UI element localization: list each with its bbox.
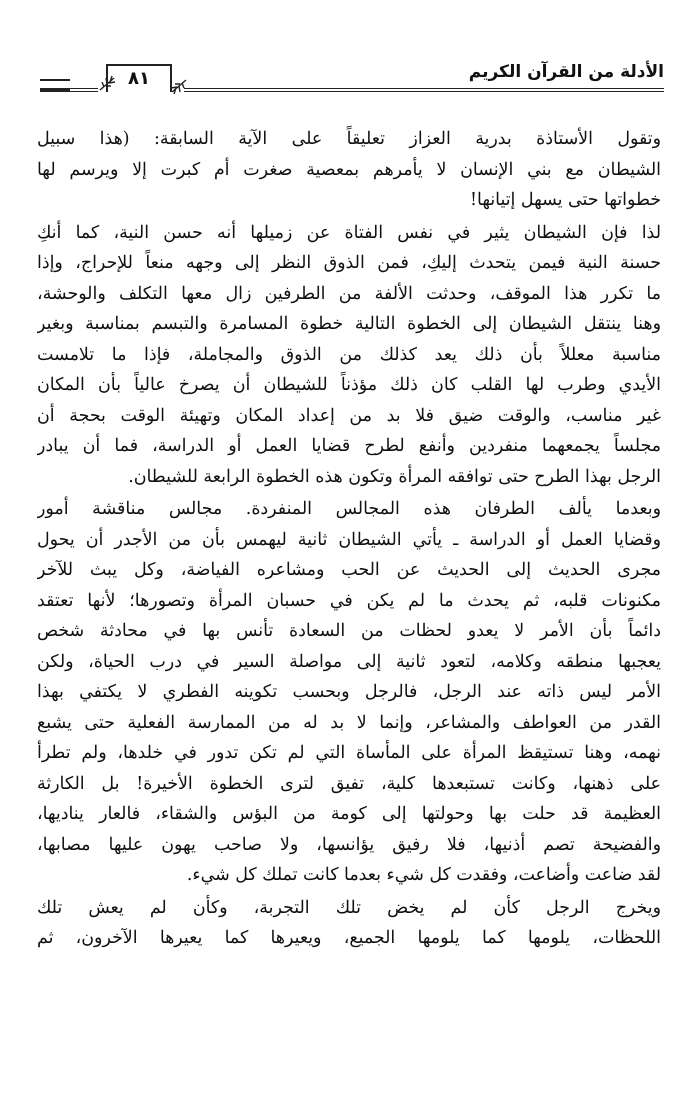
paragraph	[37, 124, 661, 216]
text-line: الأيدي وطرب لها القلب كان ذلك مؤذناً للشيطان أن يصرخ عالياً بأن المكان	[37, 375, 661, 395]
text-line: وتقول الأستاذة بدرية العزاز تعليقاً على الآية السابقة: (هذا سبيل	[37, 129, 661, 149]
text-line: الأمر ليس ذاته عند الرجل، فالرجل وبحسب تكوينه الفطري لا يكتفي بهذا	[37, 682, 661, 702]
text-line: مجرى الحديث إلى الحديث عن الحب ومشاعره الفياضة، وكل يبث للآخر	[37, 560, 661, 580]
text-line: وهنا ينتقل الشيطان إلى الخطوة التالية خطوة المسامرة والتبسم بمناسبة وبغير	[37, 314, 661, 334]
text-line: اللحظات، يلومها كما يلومها الجميع، ويعيرها كما يعيرها الآخرون، ثم	[37, 928, 661, 948]
paragraph	[37, 218, 661, 493]
text-line: ما تكرر هذا الموقف، وحدثت الألفة من الطرفين زال معها التكلف والوحشة،	[37, 283, 661, 304]
page-number-box	[98, 64, 184, 92]
text-line: يعجبها منطقه وكلامه، لتعود ثانية إلى مواصلة السير في درب الحياة، ولكن	[37, 651, 661, 672]
text-line: دائماً بأن الأمر لا يعدو لحظات من السعادة تأنس بها في محادثة شخص	[37, 621, 661, 641]
text-line: وقضايا العمل أو الدراسة ـ يأتي الشيطان ثانية ليهمس بأن من الأجدر أن يحول	[37, 529, 661, 550]
text-line: القدر من العواطف والمشاعر، وإنما لا بد له من الممارسة الفعلية حتى يشبع	[37, 712, 661, 733]
text-line: مناسبة معللاً بأن ذلك يعد كذلك من الذوق والمجاملة، فإذا ما تلامست	[37, 344, 661, 365]
book-title: الأدلة من القرآن الكريم	[468, 62, 664, 82]
text-line: غير مناسب، والوقت ضيق فلا بد من إعداد المكان وتهيئة الوقت بحجة أن	[37, 405, 661, 426]
text-line: مجلساً يجمعهما منفردين وأنفع لطرح قضايا العمل أو الدراسة، فما أن يبادر	[37, 436, 661, 456]
page-number: ٨١	[128, 68, 150, 89]
paragraph	[37, 494, 661, 891]
text-line: الشيطان مع بني الإنسان لا يأمرهم بمعصية صغرت أم كبرت إلا ويرسم لها	[37, 159, 661, 180]
text-line: مكنونات قلبه، ثم يحدث ما لم يكن في حسبان المرأة وتصورها؛ لأنها تعتقد	[37, 590, 661, 611]
text-line: نهمه، وهنا تستيقظ المرأة على المأساة التي لم تكن تدور في خلدها، ولم تطرأ	[37, 743, 661, 763]
running-header	[40, 58, 664, 98]
text-line: خطواتها حتى يسهل إتيانها!	[470, 190, 661, 210]
text-line: لقد ضاعت وأضاعت، وفقدت كل شيء بعدما كانت تملك كل شيء.	[186, 865, 661, 885]
text-line: العظيمة قد حلت بها وحولتها إلى كومة من البؤس والشقاء، فالعار يناديها،	[37, 804, 661, 824]
text-line: لذا فإن الشيطان يثير في نفس الفتاة عن زميلها أنه حسن النية، كما أنكِ	[37, 222, 661, 243]
leaf-ornament-icon	[168, 78, 188, 96]
paragraph	[37, 893, 661, 954]
text-line: الرجل بهذا الطرح حتى توافقه المرأة وتكون هذه الخطوة الرابعة للشيطان.	[128, 466, 661, 487]
text-line: ويخرج الرجل كأن لم يخض تلك التجربة، وكأن لم يعش تلك	[37, 897, 661, 918]
header-double-rule	[40, 79, 70, 91]
body-text	[37, 124, 661, 954]
text-line: وبعدما يألف الطرفان هذه المجالس المنفردة. مجالس مناقشة أمور	[37, 499, 661, 519]
text-line: والفضيحة تصم أذنيها، فلا رفيق يؤانسها، ولا صاحب يهون عليها مصابها،	[37, 834, 661, 855]
text-line: على ذهنها، وكانت تستبعدها كلية، تفيق لترى الخطوة الأخيرة! بل الكارثة	[37, 773, 661, 794]
text-line: حسنة النية فيمن يتحدث إليكِ، فمن الذوق النظر إلى وجهه منعاً للإحراج، وإذا	[37, 253, 661, 273]
